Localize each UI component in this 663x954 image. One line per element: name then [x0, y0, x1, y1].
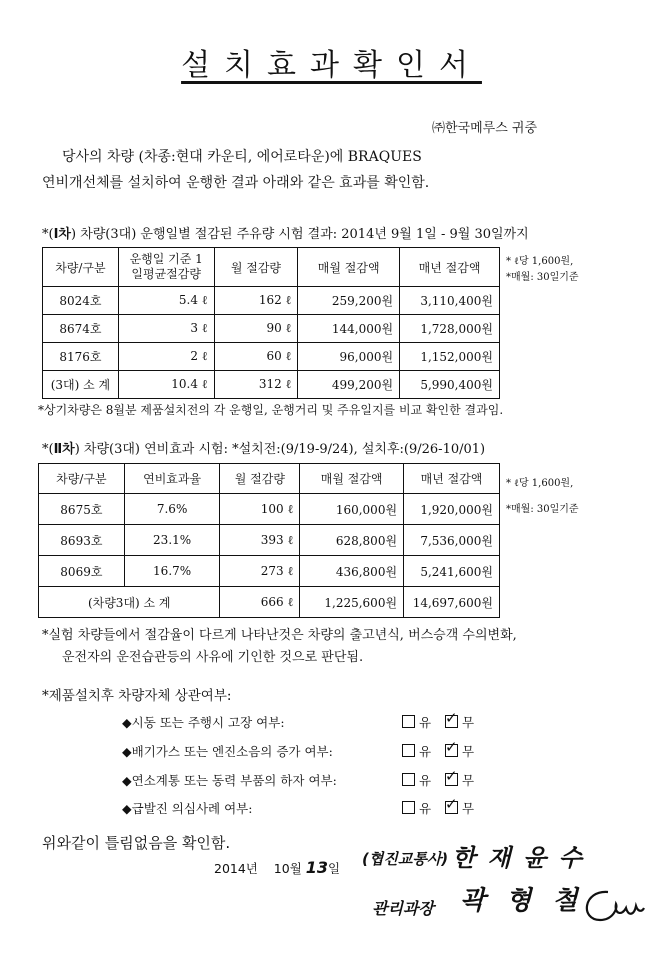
- check-item-label: ◆급발진 의심사례 여부:: [122, 801, 253, 816]
- table-row: [39, 556, 500, 587]
- section1-heading: *(Ⅰ차) 차량(3대) 운행일별 절감된 주유량 시험 결과: 2014년 9월 1일 - 9월 30일까지: [42, 227, 529, 242]
- recipient: ㈜한국메루스 귀중: [432, 121, 538, 136]
- check-item-label: ◆연소계통 또는 동력 부품의 하자 여부:: [122, 773, 337, 788]
- check-item-options: 유 ✓ 무: [402, 742, 474, 760]
- section1-side-note-2: *매월: 30일기준: [506, 272, 579, 283]
- cell: 3,110,400원: [400, 287, 500, 315]
- cell: 1,225,600원: [300, 587, 404, 618]
- conclusion-line-1: *실험 차량들에서 절감율이 다르게 나타난것은 차량의 출고년식, 버스승객 수의변화,: [42, 628, 517, 643]
- checkmark-icon: ✓: [445, 795, 458, 813]
- check-item-options: 유 ✓ 무: [402, 799, 474, 817]
- section2-heading: *(Ⅱ차) 차량(3대) 연비효과 시험: *설치전:(9/19-9/24), 설치후:(9/26-10/01): [42, 442, 486, 457]
- cell: 90 ℓ: [214, 315, 298, 343]
- header-cell: 월 절감량: [220, 464, 300, 494]
- cell: 1,728,000원: [400, 315, 500, 343]
- cell: 5,241,600원: [404, 556, 500, 587]
- section1-phase: Ⅰ차: [53, 227, 71, 242]
- cell: 1,152,000원: [400, 343, 500, 371]
- table-row: [43, 343, 500, 371]
- header-cell: 매년 절감액: [400, 248, 500, 287]
- header-cell: 운행일 기준 1 일평균절감량: [118, 248, 214, 287]
- cell: 5,990,400원: [400, 371, 500, 399]
- cell: 1,920,000원: [404, 494, 500, 525]
- cell: 312 ℓ: [214, 371, 298, 399]
- checkmark-icon: ✓: [445, 767, 458, 785]
- section1-footnote: *상기차량은 8월분 제품설치전의 각 운행일, 운행거리 및 주유일지를 비교 확인한 결과임.: [38, 403, 504, 417]
- header-cell: 월 절감량: [214, 248, 298, 287]
- checkbox-yes[interactable]: [402, 773, 415, 786]
- checkmark-icon: ✓: [445, 709, 458, 727]
- cell: 160,000원: [300, 494, 404, 525]
- cell: 628,800원: [300, 525, 404, 556]
- cell: 23.1%: [124, 525, 220, 556]
- checkmark-icon: ✓: [445, 738, 458, 756]
- intro-line-1: 당사의 차량 (차종:현대 카운티, 에어로타운)에 BRAQUES: [62, 149, 422, 165]
- header-cell: 매월 절감액: [300, 464, 404, 494]
- checkbox-no[interactable]: [445, 767, 458, 786]
- cell: 393 ℓ: [220, 525, 300, 556]
- table-row-subtotal: [39, 587, 500, 618]
- handwritten-signature-flourish: [578, 880, 648, 930]
- header-cell: 차량/구분: [43, 248, 119, 287]
- cell: 162 ℓ: [214, 287, 298, 315]
- cell: 3 ℓ: [118, 315, 214, 343]
- header-cell: 매년 절감액: [404, 464, 500, 494]
- checkbox-no[interactable]: [445, 738, 458, 757]
- date-day-handwritten: 13: [305, 858, 329, 877]
- section2-table: [38, 463, 500, 618]
- cell: 8675호: [39, 494, 125, 525]
- cell: 2 ℓ: [118, 343, 214, 371]
- section1-side-note-1: * ℓ당 1,600원,: [506, 256, 574, 267]
- table-header-row: [43, 248, 500, 287]
- cell: (차량3대) 소 계: [39, 587, 220, 618]
- checkbox-yes[interactable]: [402, 801, 415, 814]
- table-row: [43, 287, 500, 315]
- header-cell: 매월 절감액: [298, 248, 400, 287]
- section2-side-note-2: *매월: 30일기준: [506, 504, 579, 515]
- section2-side-note-1: * ℓ당 1,600원,: [506, 478, 574, 489]
- cell: 8176호: [43, 343, 119, 371]
- check-item-label: ◆시동 또는 주행시 고장 여부:: [122, 715, 285, 730]
- cell: 8693호: [39, 525, 125, 556]
- cell: 144,000원: [298, 315, 400, 343]
- cell: 666 ℓ: [220, 587, 300, 618]
- table-row: [39, 494, 500, 525]
- intro-line-2: 연비개선체를 설치하여 운행한 결과 아래와 같은 효과를 확인함.: [42, 175, 430, 191]
- header-cell: 차량/구분: [39, 464, 125, 494]
- check-item-label: ◆배기가스 또는 엔진소음의 증가 여부:: [122, 744, 333, 759]
- table-row: [43, 315, 500, 343]
- cell: 8674호: [43, 315, 119, 343]
- table-header-row: [39, 464, 500, 494]
- table-row-subtotal: [43, 371, 500, 399]
- checkbox-yes[interactable]: [402, 744, 415, 757]
- cell: 96,000원: [298, 343, 400, 371]
- table-row: [39, 525, 500, 556]
- section2-phase: Ⅱ차: [53, 442, 75, 457]
- cell: 8024호: [43, 287, 119, 315]
- cell: 5.4 ℓ: [118, 287, 214, 315]
- cell: 14,697,600원: [404, 587, 500, 618]
- cell: 436,800원: [300, 556, 404, 587]
- cell: 273 ℓ: [220, 556, 300, 587]
- checkbox-no[interactable]: [445, 795, 458, 814]
- cell: 100 ℓ: [220, 494, 300, 525]
- checkbox-no[interactable]: [445, 709, 458, 728]
- conclusion-line-2: 운전자의 운전습관등의 사유에 기인한 것으로 판단됨.: [62, 650, 364, 665]
- cell: 259,200원: [298, 287, 400, 315]
- header-cell: 연비효과율: [124, 464, 220, 494]
- check-item-options: 유 ✓ 무: [402, 771, 474, 789]
- signature-name-1: 한 재 윤 수: [452, 844, 584, 872]
- checkbox-yes[interactable]: [402, 715, 415, 728]
- signature-title-2: 관리과장: [372, 899, 434, 918]
- date: 2014년 10월 13일: [214, 858, 341, 877]
- section1-table: [42, 247, 500, 399]
- cell: 8069호: [39, 556, 125, 587]
- cell: 10.4 ℓ: [118, 371, 214, 399]
- confirm-text: 위와같이 틀림없음을 확인함.: [42, 834, 231, 852]
- cell: 60 ℓ: [214, 343, 298, 371]
- cell: (3대) 소 계: [43, 371, 119, 399]
- cell: 7,536,000원: [404, 525, 500, 556]
- signature-title-1: (협진교통사): [362, 850, 449, 868]
- cell: 499,200원: [298, 371, 400, 399]
- cell: 7.6%: [124, 494, 220, 525]
- cell: 16.7%: [124, 556, 220, 587]
- correlation-heading: *제품설치후 차량자체 상관여부:: [42, 688, 232, 704]
- signature-name-2: 곽 형 철: [460, 886, 584, 916]
- page-title: 설치효과확인서: [181, 48, 482, 83]
- check-item-options: 유 ✓ 무: [402, 713, 474, 731]
